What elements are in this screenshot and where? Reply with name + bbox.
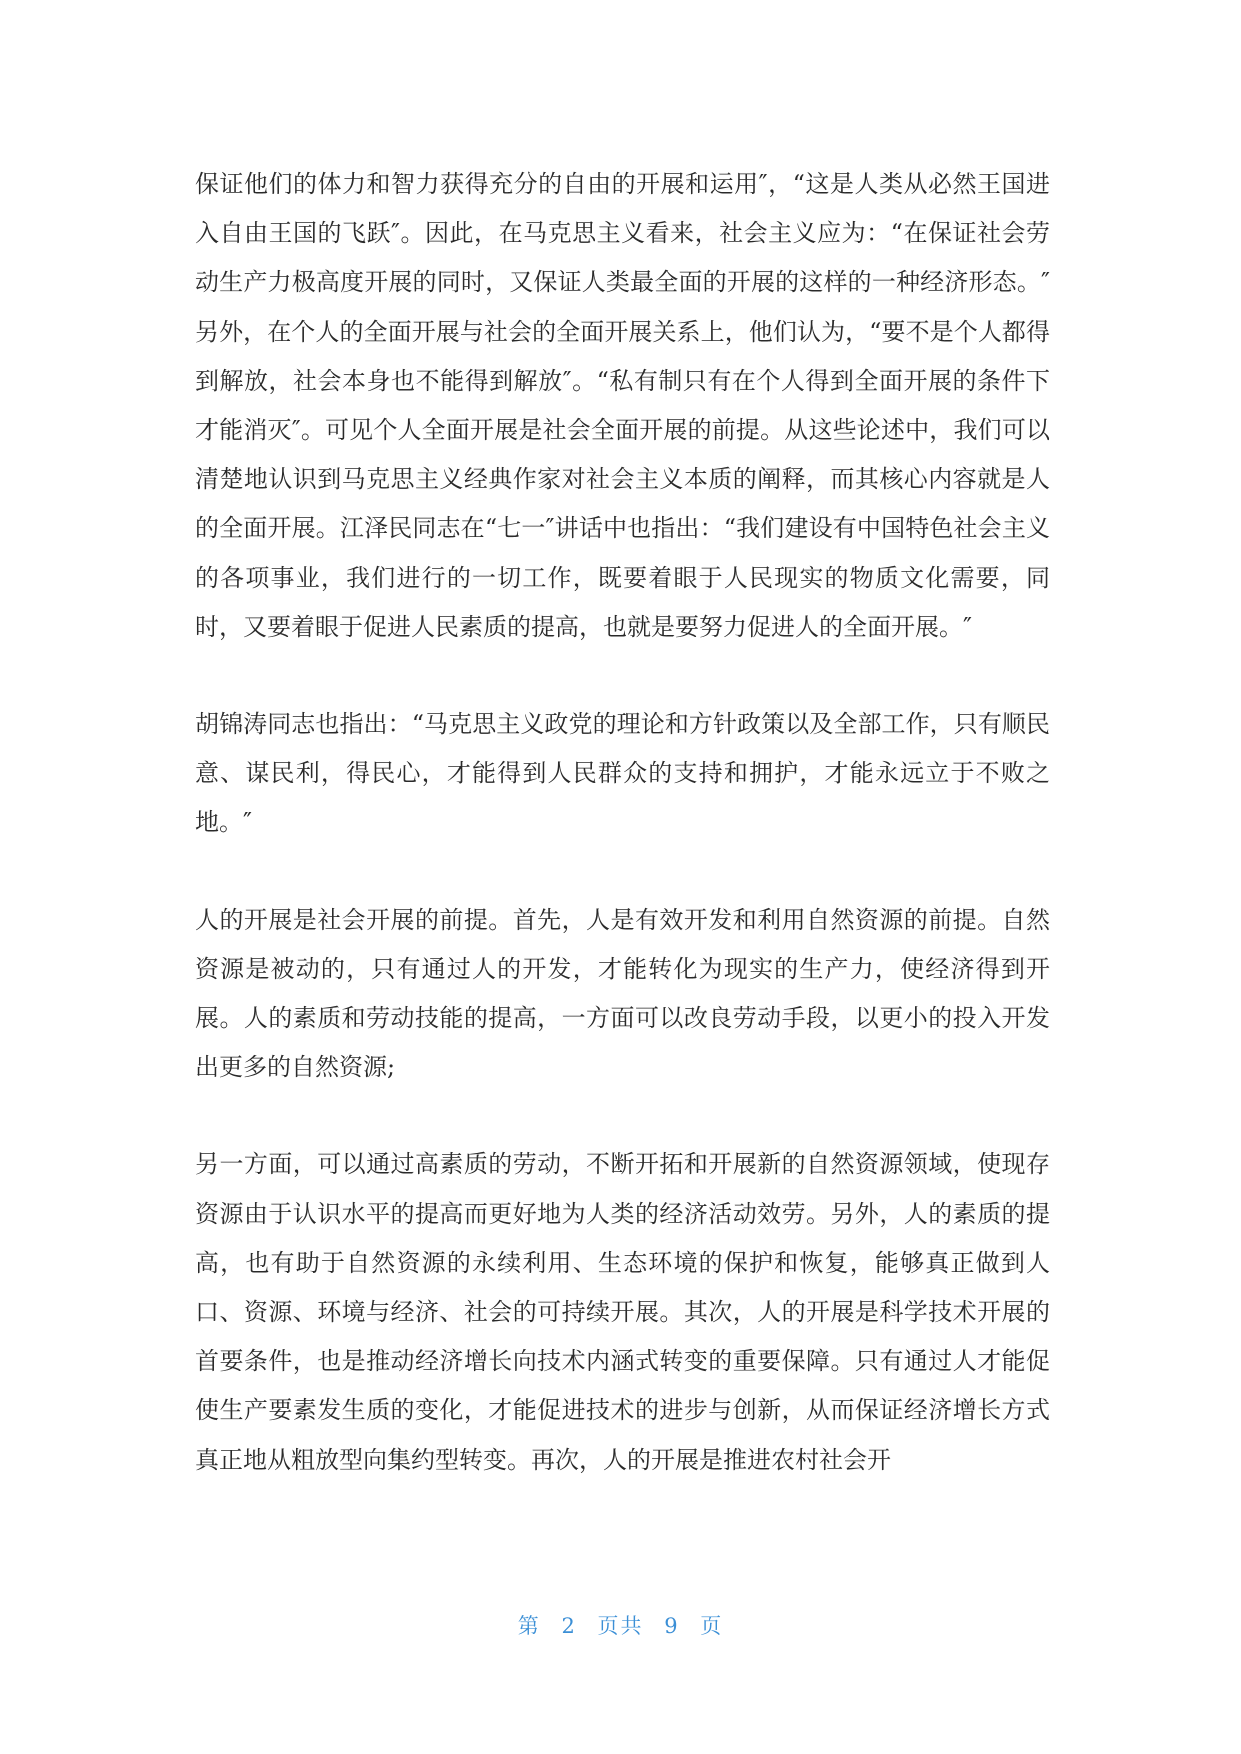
page-prefix: 第 bbox=[517, 1614, 541, 1638]
total-pages-number: 9 bbox=[664, 1614, 680, 1638]
document-body bbox=[195, 160, 1050, 1485]
paragraph-3: 人的开展是社会开展的前提。首先，人是有效开发和利用自然资源的前提。自然资源是被动的，只有通过人的开发，才能转化为现实的生产力，使经济得到开展。人的素质和劳动技能的提高，一方面可以改良劳动手段，以更小的投入开发出更多的自然资源; bbox=[195, 905, 1050, 1082]
paragraph-2: 胡锦涛同志也指出：“马克思主义政党的理论和方针政策以及全部工作，只有顺民意、谋民利，得民心，才能得到人民群众的支持和拥护，才能永远立于不败之地。″ bbox=[195, 710, 1050, 837]
paragraph-4: 另一方面，可以通过高素质的劳动，不断开拓和开展新的自然资源领域，使现存资源由于认识水平的提高而更好地为人类的经济活动效劳。另外，人的素质的提高，也有助于自然资源的永续利用、生态环境的保护和恢复，能够真正做到人口、资源、环境与经济、社会的可持续开展。其次，人的开展是科学技术开展的首要条件，也是推动经济增长向技术内涵式转变的重要保障。只有通过人才能促使生产要素发生质的变化，才能促进技术的进步与创新，从而保证经济增长方式真正地从粗放型向集约型转变。再次，人的开展是推进农村社会开 bbox=[195, 1150, 1050, 1474]
paragraph-1: 保证他们的体力和智力获得充分的自由的开展和运用″，“这是人类从必然王国进入自由王国的飞跃″。因此，在马克思主义看来，社会主义应为：“在保证社会劳动生产力极高度开展的同时，又保证人类最全面的开展的这样的一种经济形态。″另外，在个人的全面开展与社会的全面开展关系上，他们认为，“要不是个人都得到解放，社会本身也不能得到解放″。“私有制只有在个人得到全面开展的条件下才能消灭″。可见个人全面开展是社会全面开展的前提。从这些论述中，我们可以清楚地认识到马克思主义经典作家对社会主义本质的阐释，而其核心内容就是人的全面开展。江泽民同志在“七一″讲话中也指出：“我们建设有中国特色社会主义的各项事业，我们进行的一切工作，既要着眼于人民现实的物质文化需要，同时，又要着眼于促进人民素质的提高，也就是要努力促进人的全面开展。″ bbox=[195, 170, 1050, 641]
page-suffix: 页 bbox=[700, 1614, 724, 1638]
page-number-footer bbox=[0, 1610, 1241, 1640]
page-mid-text: 页共 bbox=[597, 1614, 644, 1638]
current-page-number: 2 bbox=[561, 1614, 577, 1638]
